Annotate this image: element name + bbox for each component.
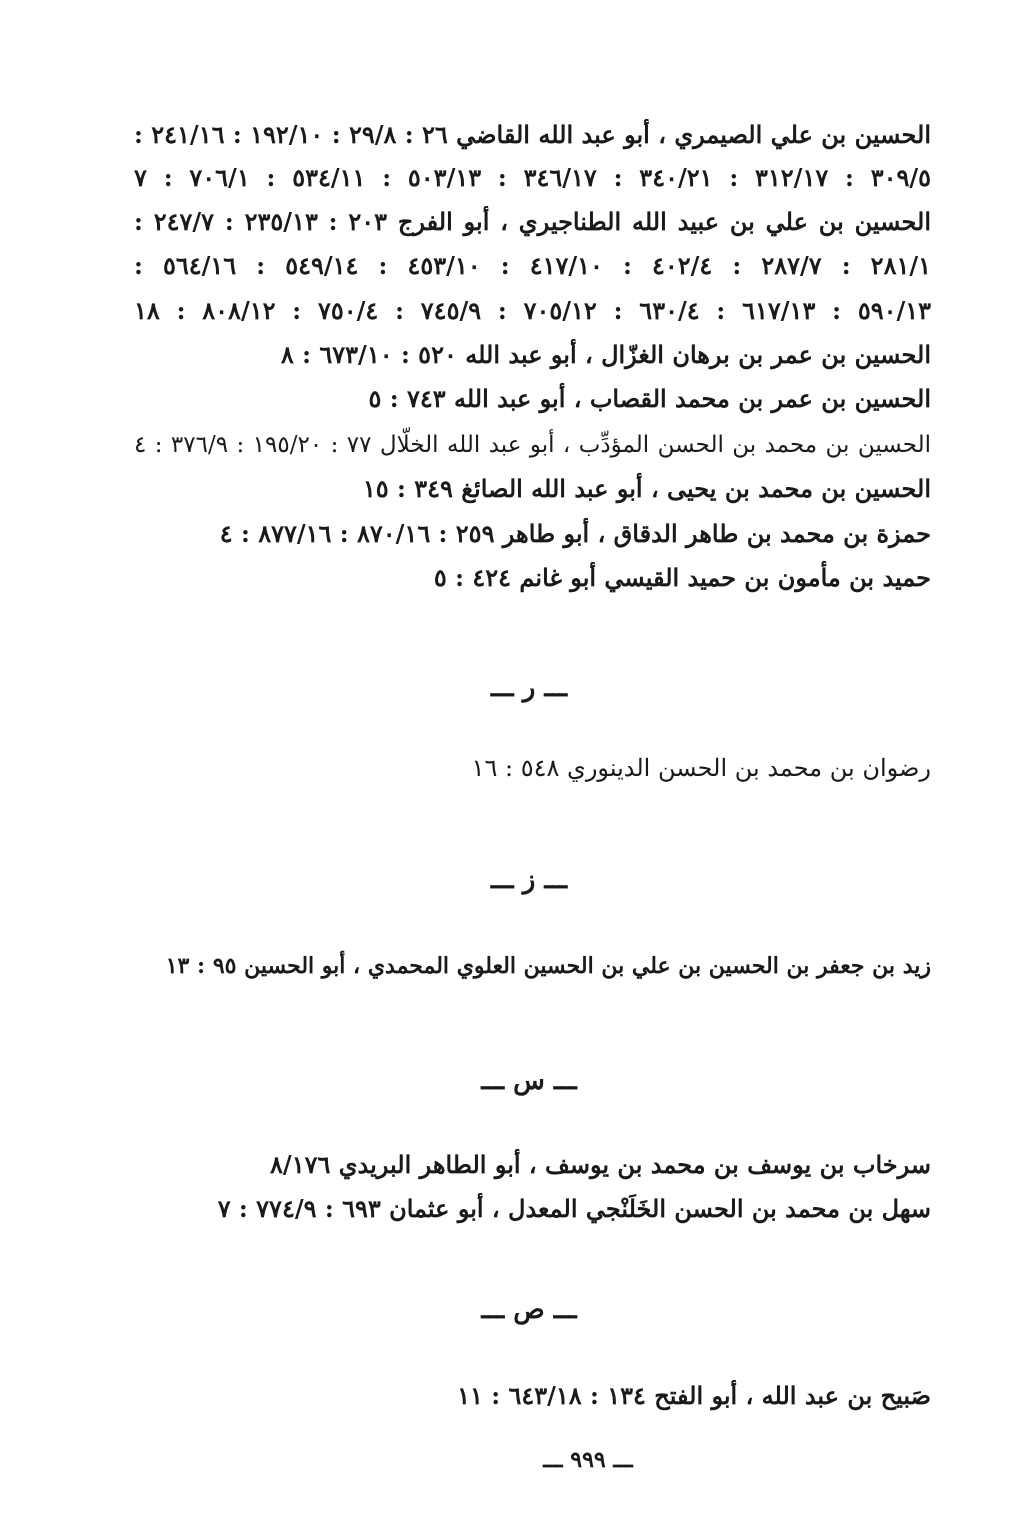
index-entry-line: حمزة بن محمد بن طاهر الدقاق ، أبو طاهر ٢٥٩ : ٨٧٠/١٦ : ٨٧٧/١٦ : ٤	[219, 519, 931, 548]
index-entry-line: الحسين بن عمر بن برهان الغزّال ، أبو عبد الله ٥٢٠ : ٦٧٣/١٠ : ٨	[280, 340, 931, 369]
section-heading-ra: ـــ ر ـــ	[490, 673, 568, 703]
index-entry-line: صَبيح بن عبد الله ، أبو الفتح ١٣٤ : ٦٤٣/١٨ : ١١	[457, 1381, 931, 1410]
index-entry-line: الحسين بن علي الصيمري ، أبو عبد الله القاضي ٢٦ : ٢٩/٨ : ١٩٢/١٠ : ٢٤١/١٦ :	[134, 120, 932, 149]
index-entry-line: رضوان بن محمد بن الحسن الدينوري ٥٤٨ : ١٦	[471, 754, 931, 782]
section-heading-sad: ـــ ص ـــ	[481, 1295, 577, 1325]
index-entry-line: سهل بن محمد بن الحسن الخَلَنْجي المعدل ، أبو عثمان ٦٩٣ : ٧٧٤/٩ : ٧	[217, 1194, 931, 1223]
index-entry-line: ٣٠٩/٥ : ٣١٢/١٧ : ٣٤٠/٢١ : ٣٤٦/١٧ : ٥٠٣/١٣ : ٥٣٤/١١ : ٧٠٦/١ : ٧	[134, 163, 932, 192]
index-entry-line: حميد بن مأمون بن حميد القيسي أبو غانم ٤٢٤ : ٥	[433, 563, 931, 592]
index-entry-line: الحسين بن عمر بن محمد القصاب ، أبو عبد الله ٧٤٣ : ٥	[368, 384, 931, 413]
index-entry-line: الحسين بن علي بن عبيد الله الطناجيري ، أبو الفرج ٢٠٣ : ٢٣٥/١٣ : ٢٤٧/٧ :	[134, 207, 931, 236]
index-entry-line: سرخاب بن يوسف بن محمد بن يوسف ، أبو الطاهر البريدي ٨/١٧٦	[270, 1150, 931, 1179]
index-entry-line: الحسين بن محمد بن يحيى ، أبو عبد الله الصائغ ٣٤٩ : ١٥	[362, 474, 931, 503]
index-entry-line: الحسين بن محمد بن الحسن المؤدِّب ، أبو عبد الله الخلّال ٧٧ : ١٩٥/٢٠ : ٣٧٦/٩ : ٤	[134, 432, 932, 458]
page-number: ـــ ٩٩٩ ـــ	[543, 1447, 633, 1473]
section-heading-zay: ـــ ز ـــ	[490, 865, 568, 895]
section-heading-sin: ـــ س ـــ	[481, 1066, 577, 1096]
index-entry-line: زيد بن جعفر بن الحسين بن علي بن الحسين العلوي المحمدي ، أبو الحسين ٩٥ : ١٣	[165, 953, 931, 979]
index-entry-line: ٥٩٠/١٣ : ٦١٧/١٣ : ٦٣٠/٤ : ٧٠٥/١٢ : ٧٤٥/٩ : ٧٥٠/٤ : ٨٠٨/١٢ : ١٨	[134, 296, 932, 325]
index-entry-line: ٢٨١/١ : ٢٨٧/٧ : ٤٠٢/٤ : ٤١٧/١٠ : ٤٥٣/١٠ : ٥٤٩/١٤ : ٥٦٤/١٦ :	[134, 251, 931, 280]
